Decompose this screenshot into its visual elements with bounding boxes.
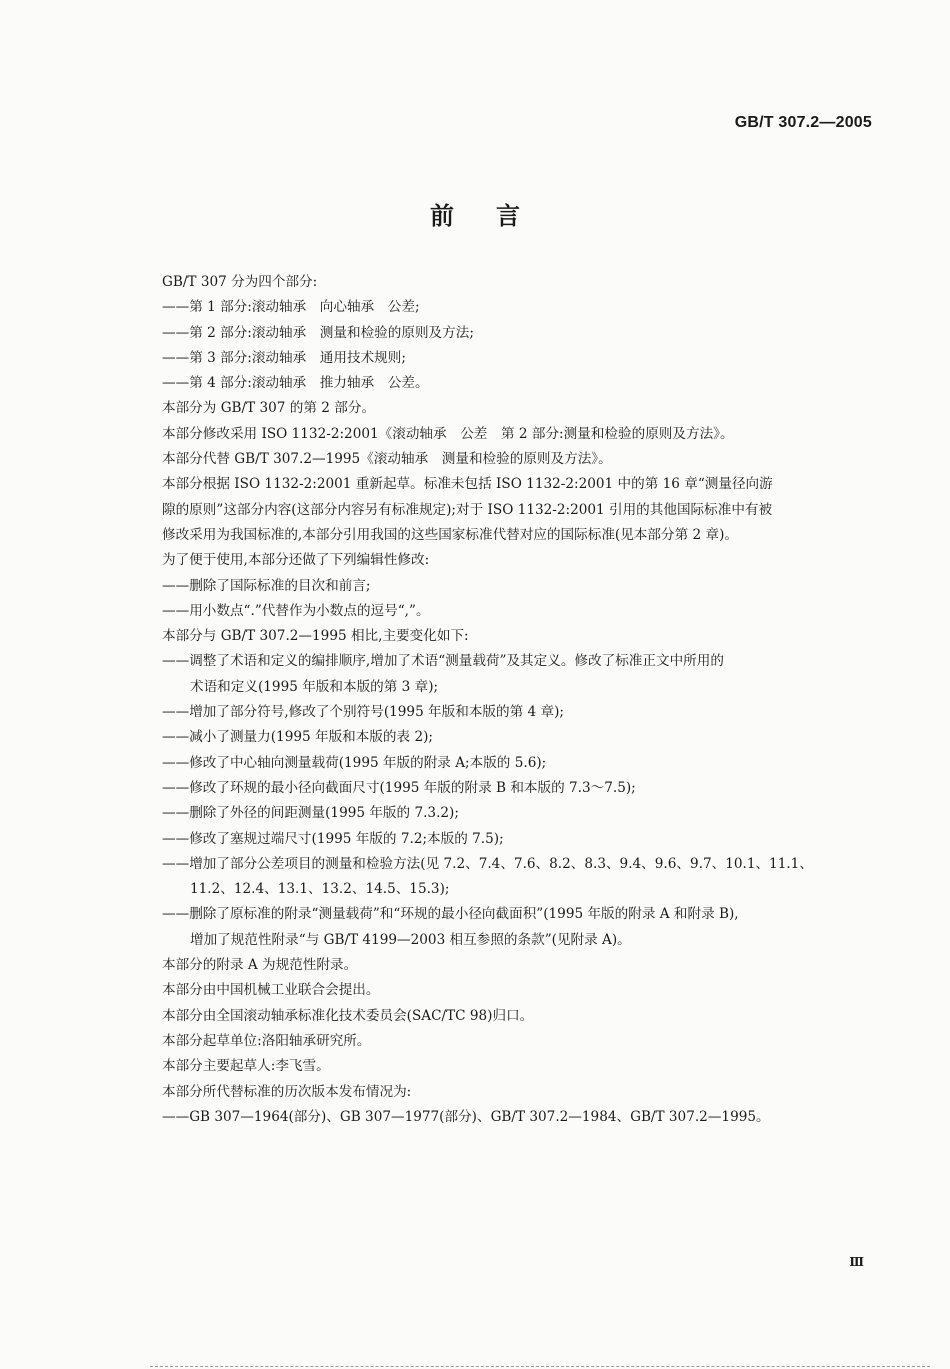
text-line: ——第 4 部分:滚动轴承 推力轴承 公差。 bbox=[162, 375, 429, 392]
text-line: 本部分起草单位:洛阳轴承研究所。 bbox=[162, 1032, 371, 1049]
foreword-body bbox=[162, 270, 876, 1130]
text-line: ——第 1 部分:滚动轴承 向心轴承 公差; bbox=[162, 299, 420, 316]
text-line: ——修改了环规的最小径向截面尺寸(1995 年版的附录 B 和本版的 7.3～7.5); bbox=[162, 779, 636, 796]
text-line: GB/T 307 分为四个部分: bbox=[162, 274, 318, 290]
text-line: 本部分代替 GB/T 307.2—1995《滚动轴承 测量和检验的原则及方法》。 bbox=[162, 451, 612, 468]
text-line: ——GB 307—1964(部分)、GB 307—1977(部分)、GB/T 307.2—1984、GB/T 307.2—1995。 bbox=[162, 1108, 770, 1125]
text-line: 增加了规范性附录“与 GB/T 4199—2003 相互参照的条款”(见附录 A)。 bbox=[190, 931, 631, 948]
text-line: 本部分由全国滚动轴承标准化技术委员会(SAC/TC 98)归口。 bbox=[162, 1007, 534, 1024]
text-line: 本部分由中国机械工业联合会提出。 bbox=[162, 982, 380, 999]
text-line: 为了便于使用,本部分还做了下列编辑性修改: bbox=[162, 552, 430, 569]
text-line: ——增加了部分符号,修改了个别符号(1995 年版和本版的第 4 章); bbox=[162, 704, 564, 721]
text-line: 本部分主要起草人:李飞雪。 bbox=[162, 1058, 330, 1075]
text-line: ——删除了外径的间距测量(1995 年版的 7.3.2); bbox=[162, 805, 459, 822]
text-line: ——调整了术语和定义的编排顺序,增加了术语“测量载荷”及其定义。修改了标准正文中所用的 bbox=[162, 653, 724, 670]
text-line: ——第 2 部分:滚动轴承 测量和检验的原则及方法; bbox=[162, 324, 474, 341]
text-line: 11.2、12.4、13.1、13.2、14.5、15.3); bbox=[190, 881, 450, 898]
text-line: 本部分为 GB/T 307 的第 2 部分。 bbox=[162, 400, 376, 417]
text-line: 本部分的附录 A 为规范性附录。 bbox=[162, 957, 358, 974]
standard-number: GB/T 307.2—2005 bbox=[734, 114, 872, 131]
text-line: 隙的原则”这部分内容(这部分内容另有标准规定);对于 ISO 1132-2:2001 引用的其他国际标准中有被 bbox=[162, 501, 773, 518]
text-line: 修改采用为我国标准的,本部分引用我国的这些国家标准代替对应的国际标准(见本部分第 2 章)。 bbox=[162, 526, 738, 543]
text-line: ——第 3 部分:滚动轴承 通用技术规则; bbox=[162, 349, 406, 366]
text-line: ——删除了原标准的附录“测量载荷”和“环规的最小径向截面积”(1995 年版的附录 A 和附录 B), bbox=[162, 906, 739, 923]
text-line: 本部分根据 ISO 1132-2:2001 重新起草。标准未包括 ISO 1132-2:2001 中的第 16 章“测量径向游 bbox=[162, 476, 773, 493]
text-line: ——修改了中心轴向测量载荷(1995 年版的附录 A;本版的 5.6); bbox=[162, 754, 547, 771]
text-line: ——修改了塞规过端尺寸(1995 年版的 7.2;本版的 7.5); bbox=[162, 830, 504, 847]
text-line: ——减小了测量力(1995 年版和本版的表 2); bbox=[162, 729, 433, 746]
scan-edge-divider bbox=[150, 1366, 930, 1367]
text-line: 本部分与 GB/T 307.2—1995 相比,主要变化如下: bbox=[162, 628, 469, 645]
text-line: ——增加了部分公差项目的测量和检验方法(见 7.2、7.4、7.6、8.2、8.3、9.4、9.6、9.7、10.1、11.1、 bbox=[162, 855, 813, 872]
text-line: ——删除了国际标准的目次和前言; bbox=[162, 577, 371, 594]
text-line: 本部分修改采用 ISO 1132-2:2001《滚动轴承 公差 第 2 部分:测量和检验的原则及方法》。 bbox=[162, 425, 734, 442]
text-line: 术语和定义(1995 年版和本版的第 3 章); bbox=[190, 678, 439, 695]
text-line: 本部分所代替标准的历次版本发布情况为: bbox=[162, 1083, 412, 1100]
page-number: Ⅲ bbox=[849, 1255, 864, 1269]
page-title: 前言 bbox=[430, 201, 562, 230]
text-line: ——用小数点“.”代替作为小数点的逗号“,”。 bbox=[162, 602, 430, 619]
